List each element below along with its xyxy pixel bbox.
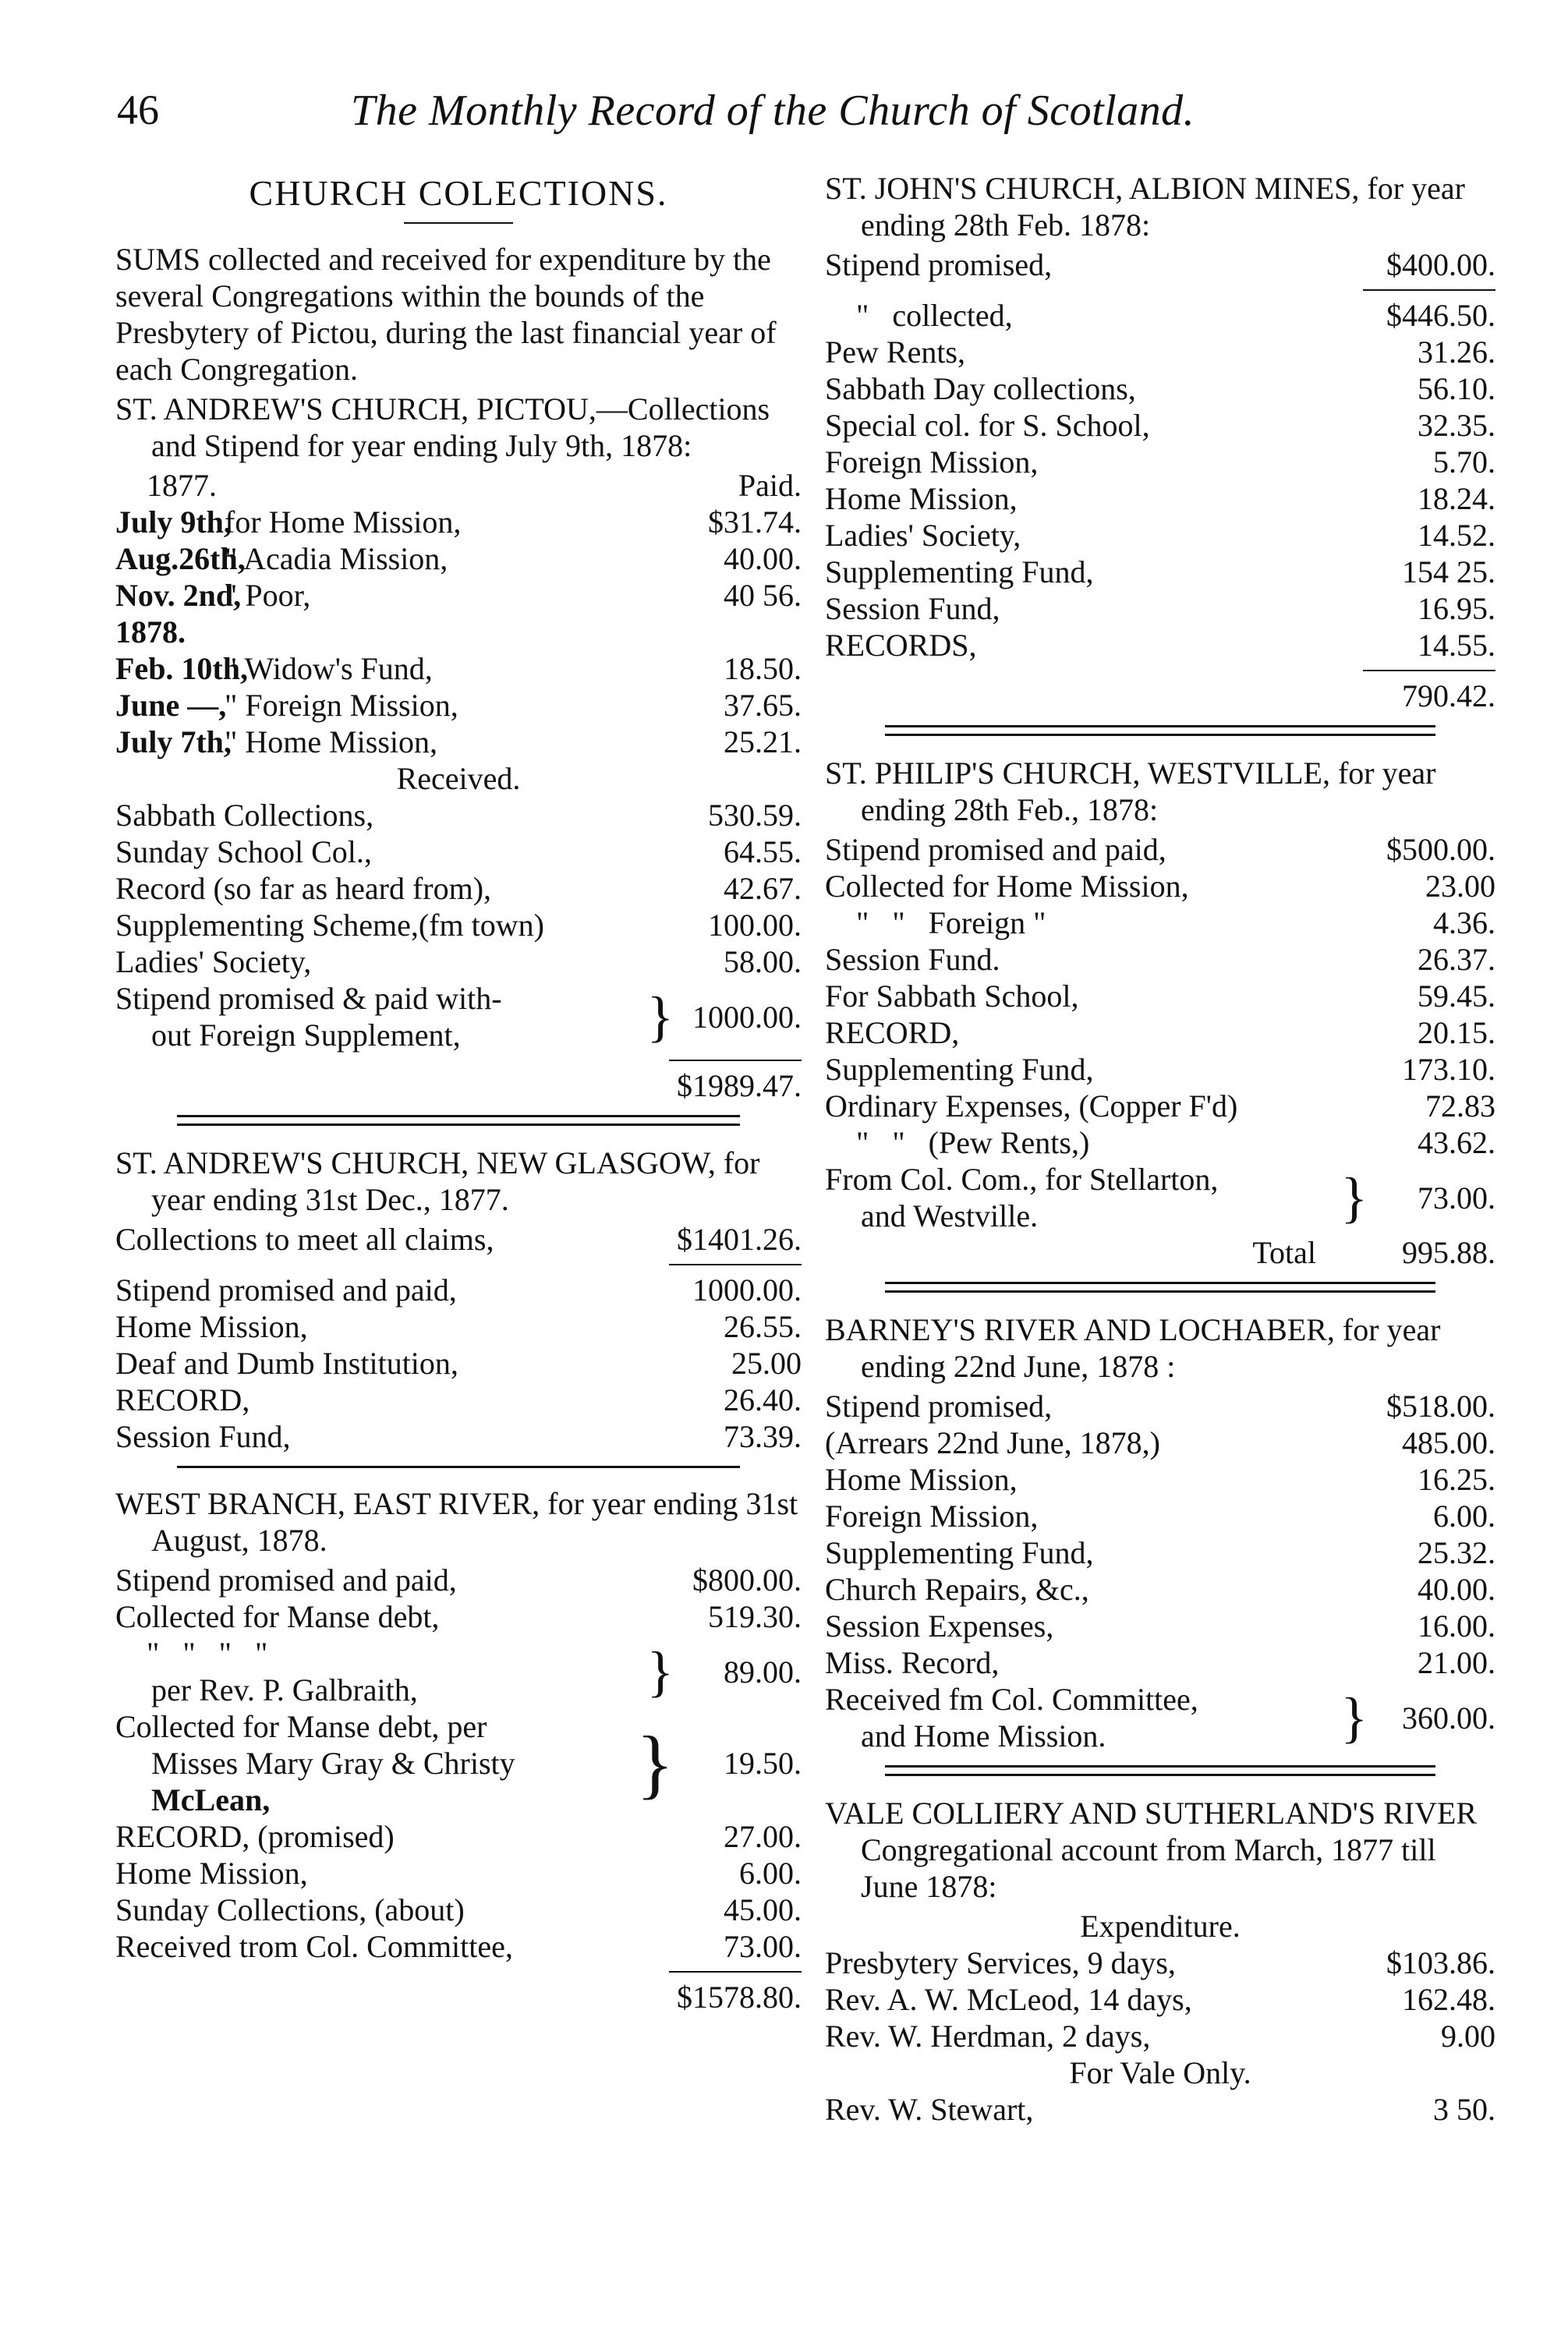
entry-label: Sunday School Col., (115, 834, 372, 869)
entry-amount: 14.52. (1418, 518, 1495, 553)
entry-label: Supplementing Fund, (825, 1052, 1094, 1087)
sum-rule (669, 1060, 802, 1061)
total-row (825, 1234, 1495, 1271)
section-total: $1578.80. (677, 1980, 802, 2015)
sum-rule (1363, 670, 1495, 671)
ledger-row (825, 517, 1495, 554)
title-rule (404, 222, 513, 224)
ledger-row (825, 1424, 1495, 1461)
total-label: Total (1252, 1235, 1316, 1270)
entry-amount: 485.00. (1402, 1425, 1495, 1460)
entry-label: Rev. A. W. McLeod, 14 days, (825, 1982, 1192, 2017)
entry-label: Session Fund. (825, 942, 1000, 977)
st-johns-section (825, 170, 1495, 714)
entry-amount: 25.32. (1418, 1535, 1495, 1570)
brace-glyph: } (646, 1640, 674, 1703)
ledger-row (825, 627, 1495, 664)
ledger-row (115, 1308, 802, 1345)
ledger-row (825, 297, 1495, 334)
entry-label: RECORD, (promised) (115, 1819, 395, 1854)
entry-amount: 26.37. (1418, 942, 1495, 977)
ledger-row (825, 1981, 1495, 2018)
entry-amount: 26.55. (724, 1309, 802, 1344)
ledger-row (825, 1461, 1495, 1498)
entry-amount: 73.39. (724, 1419, 802, 1454)
entry-amount: 73.00. (724, 1929, 802, 1964)
entry-date: July 9th, (115, 504, 232, 540)
entry-amount: 32.35. (1418, 408, 1495, 443)
entry-amount: 18.24. (1418, 481, 1495, 516)
ledger-row (115, 540, 802, 577)
ledger-row-braced (825, 1681, 1495, 1754)
entry-label: Presbytery Services, 9 days, (825, 1945, 1176, 1980)
sum-rule (669, 1971, 802, 1973)
entry-amount: 4.36. (1433, 905, 1495, 940)
entry-label: Collected for Manse debt, (115, 1599, 440, 1634)
ledger-row (825, 334, 1495, 370)
ledger-row (825, 978, 1495, 1014)
entry-label: Home Mission, (825, 1462, 1018, 1497)
ledger-row (825, 868, 1495, 904)
entry-label: Session Fund, (115, 1419, 291, 1454)
entry-amount: 3 50. (1433, 2092, 1495, 2127)
ledger-row (115, 1221, 802, 1258)
st-philips-section (825, 755, 1495, 1271)
entry-amount: 14.55. (1418, 628, 1495, 663)
entry-label: Session Fund, (825, 591, 1000, 626)
ledger-row (825, 1051, 1495, 1088)
entry-amount: 530.59. (708, 798, 802, 833)
entry-amount: 162.48. (1402, 1982, 1495, 2017)
entry-label: RECORD, (825, 1015, 960, 1050)
entry-desc: " Poor, (225, 578, 311, 613)
entry-label: per Rev. P. Galbraith, (151, 1672, 418, 1707)
ledger-row (825, 1571, 1495, 1608)
entry-amount: 42.67. (724, 871, 802, 906)
ledger-row (115, 650, 802, 687)
entry-amount: 18.50. (724, 651, 802, 686)
entry-label: Stipend promised and paid, (115, 1562, 457, 1598)
ledger-row (115, 1928, 802, 1965)
entry-amount: $518.00. (1386, 1389, 1495, 1424)
journal-title: The Monthly Record of the Church of Scotland. (351, 87, 1195, 135)
total-row (115, 1067, 802, 1104)
entry-label: Supplementing Scheme,(fm town) (115, 908, 544, 943)
entry-desc: for Home Mission, (225, 504, 462, 540)
section-heading: ST. ANDREW'S CHURCH, PICTOU,—Collections and Stipend for year ending July 9th, 1878: (115, 391, 770, 463)
entry-amount: 519.30. (708, 1599, 802, 1634)
entry-amount: $31.74. (708, 504, 802, 540)
section-divider (177, 1466, 740, 1468)
entry-amount: 40.00. (724, 541, 802, 576)
entry-label: Stipend promised, (825, 247, 1053, 282)
entry-label: RECORD, (115, 1382, 250, 1417)
entry-label: Ladies' Society, (825, 518, 1021, 553)
entry-label: Session Expenses, (825, 1608, 1054, 1644)
ledger-row (825, 1124, 1495, 1161)
ledger-row (825, 1388, 1495, 1424)
section-divider (177, 1115, 740, 1126)
intro-paragraph: SUMS collected and received for expenditure by the several Congregations within the bounds of the Presbytery of Pictou, during the last financial year of each Congregation. (115, 242, 777, 387)
ledger-row-braced (825, 1161, 1495, 1234)
ledger-row (115, 1382, 802, 1418)
ditto-marks: " " " " (147, 1636, 268, 1671)
entry-amount: 58.00. (724, 944, 802, 979)
entry-label-continued: McLean, (151, 1782, 271, 1817)
entry-label: Record (so far as heard from), (115, 871, 492, 906)
entry-amount: 25.21. (724, 724, 802, 759)
received-label: Received. (396, 761, 521, 796)
entry-amount: 64.55. (724, 834, 802, 869)
entry-label: Stipend promised and paid, (115, 1272, 457, 1308)
brace-glyph: } (646, 986, 674, 1048)
right-column (825, 170, 1495, 2128)
entry-label: Sabbath Collections, (115, 798, 374, 833)
total-row (115, 1979, 802, 2015)
section-total: $1989.47. (677, 1068, 802, 1103)
ledger-row (115, 577, 802, 614)
section-divider (885, 725, 1435, 736)
section-heading: ST. ANDREW'S CHURCH, NEW GLASGOW, for year ending 31st Dec., 1877. (115, 1145, 760, 1217)
entry-amount: 5.70. (1433, 444, 1495, 479)
entry-label: Foreign Mission, (825, 1499, 1039, 1534)
entry-amount: 20.15. (1418, 1015, 1495, 1050)
ledger-row (825, 1088, 1495, 1124)
entry-label: Home Mission, (115, 1309, 308, 1344)
entry-label: Foreign Mission, (825, 444, 1039, 479)
entry-amount: $446.50. (1386, 298, 1495, 333)
ledger-row-braced (115, 980, 802, 1053)
for-vale-label: For Vale Only. (1069, 2055, 1251, 2090)
entry-label-continued: out Foreign Supplement, (151, 1017, 461, 1053)
ledger-row (825, 904, 1495, 941)
ledger-row (825, 444, 1495, 480)
entry-label: Home Mission, (115, 1856, 308, 1891)
entry-amount: 45.00. (724, 1892, 802, 1927)
entry-desc: " Foreign Mission, (225, 688, 458, 723)
section-heading: VALE COLLIERY AND SUTHERLAND'S RIVER Congregational account from March, 1877 till June 1878: (825, 1796, 1478, 1904)
section-divider (885, 1765, 1435, 1776)
sum-rule (1363, 289, 1495, 291)
section-divider (885, 1282, 1435, 1293)
entry-date: Nov. 2nd, (115, 578, 242, 613)
entry-label: " collected, (856, 298, 1013, 333)
ledger-row (115, 1272, 802, 1308)
entry-label: Received trom Col. Committee, (115, 1929, 513, 1964)
entry-label: Rev. W. Stewart, (825, 2092, 1034, 2127)
ledger-row (825, 407, 1495, 444)
brace-glyph: } (1340, 1686, 1368, 1749)
entry-amount: 23.00 (1425, 869, 1495, 904)
entry-label: Special col. for S. School, (825, 408, 1150, 443)
entry-label: Miss. Record, (825, 1645, 1000, 1680)
page-number: 46 (117, 87, 159, 133)
entry-amount: 43.62. (1418, 1125, 1495, 1160)
entry-amount: 100.00. (708, 908, 802, 943)
entry-amount: 26.40. (724, 1382, 802, 1417)
entry-amount: 16.95. (1418, 591, 1495, 626)
entry-amount: 360.00. (1402, 1700, 1495, 1736)
st-andrews-new-glasgow-section (115, 1145, 802, 1455)
ledger-row (115, 724, 802, 760)
ledger-row (825, 1498, 1495, 1534)
section-heading: BARNEY'S RIVER AND LOCHABER, for year ending 22nd June, 1878 : (825, 1312, 1441, 1384)
entry-amount: 173.10. (1402, 1052, 1495, 1087)
ledger-row (115, 1818, 802, 1855)
entry-amount: 89.00. (724, 1654, 802, 1690)
section-heading: ST. JOHN'S CHURCH, ALBION MINES, for year ending 28th Feb. 1878: (825, 171, 1465, 242)
entry-amount: 154 25. (1402, 554, 1495, 589)
entry-date: June —, (115, 688, 227, 723)
entry-amount: 16.00. (1418, 1608, 1495, 1644)
entry-label: Church Repairs, &c., (825, 1572, 1089, 1607)
section-title: CHURCH COLECTIONS. (249, 173, 668, 213)
entry-amount: 1000.00. (692, 1272, 802, 1308)
ledger-row (825, 1014, 1495, 1051)
ledger-row (115, 1855, 802, 1891)
ledger-row (825, 831, 1495, 868)
entry-label: Supplementing Fund, (825, 554, 1094, 589)
ledger-row (115, 687, 802, 724)
section-total: 995.88. (1402, 1235, 1495, 1270)
entry-desc: " Home Mission, (225, 724, 438, 759)
entry-label: Ordinary Expenses, (Copper F'd) (825, 1088, 1238, 1124)
entry-label: Stipend promised and paid, (825, 832, 1166, 867)
entry-desc: " Acadia Mission, (225, 541, 448, 576)
entry-amount: 16.25. (1418, 1462, 1495, 1497)
entry-amount: $800.00. (692, 1562, 802, 1598)
entry-amount: 25.00 (731, 1346, 802, 1381)
year-label: 1878. (115, 614, 186, 649)
entry-amount: 40 56. (724, 578, 802, 613)
brace-glyph: } (636, 1719, 674, 1807)
section-total: 790.42. (1402, 678, 1495, 713)
ledger-row (115, 1891, 802, 1928)
ledger-row (115, 833, 802, 870)
ledger-row (115, 504, 802, 540)
year-label: 1877. (147, 468, 217, 503)
ledger-row (825, 941, 1495, 978)
ledger-row (115, 797, 802, 833)
ledger-row (825, 1534, 1495, 1571)
expenditure-label: Expenditure. (1080, 1909, 1241, 1944)
entry-amount: 56.10. (1418, 371, 1495, 406)
entry-amount: 6.00. (739, 1856, 802, 1891)
entry-label: Supplementing Fund, (825, 1535, 1094, 1570)
ledger-row (825, 590, 1495, 627)
total-row (825, 678, 1495, 714)
entry-label: " " Foreign " (856, 905, 1046, 940)
entry-label: Stipend promised & paid with- (115, 981, 502, 1016)
entry-amount: 72.83 (1425, 1088, 1495, 1124)
ledger-row (825, 2018, 1495, 2054)
sum-rule (669, 1264, 802, 1265)
entry-amount: $1401.26. (677, 1222, 802, 1257)
barneys-river-section (825, 1311, 1495, 1754)
entry-amount: 9.00 (1441, 2019, 1495, 2054)
ledger-row (115, 1598, 802, 1635)
ledger-row (115, 943, 802, 980)
ledger-row (115, 1418, 802, 1455)
entry-label-continued: Misses Mary Gray & Christy (151, 1746, 515, 1781)
entry-label: Sunday Collections, (about) (115, 1892, 465, 1927)
left-column (115, 170, 802, 2015)
entry-label: Ladies' Society, (115, 944, 312, 979)
entry-amount: 1000.00. (692, 999, 802, 1035)
entry-label: Collected for Manse debt, per (115, 1709, 487, 1744)
entry-label: Deaf and Dumb Institution, (115, 1346, 458, 1381)
ledger-row (825, 370, 1495, 407)
ledger-row (825, 1644, 1495, 1681)
entry-amount: 37.65. (724, 688, 802, 723)
entry-label: Pew Rents, (825, 334, 965, 370)
ledger-row (825, 1945, 1495, 1981)
entry-desc: " Widow's Fund, (225, 651, 433, 686)
vale-colliery-section (825, 1795, 1495, 2128)
entry-label: RECORDS, (825, 628, 977, 663)
entry-date: Aug.26th, (115, 541, 246, 576)
entry-label-continued: and Home Mission. (861, 1718, 1106, 1753)
entry-label: Sabbath Day collections, (825, 371, 1136, 406)
west-branch-section (115, 1485, 802, 2015)
entry-label-continued: and Westville. (861, 1198, 1039, 1233)
st-andrews-pictou-section (115, 391, 802, 1104)
entry-label: Collections to meet all claims, (115, 1222, 494, 1257)
entry-label: Rev. W. Herdman, 2 days, (825, 2019, 1151, 2054)
entry-amount: 6.00. (1433, 1499, 1495, 1534)
ledger-row (825, 1608, 1495, 1644)
ledger-row (825, 480, 1495, 517)
ledger-row (115, 907, 802, 943)
entry-amount: 27.00. (724, 1819, 802, 1854)
section-heading: WEST BRANCH, EAST RIVER, for year ending 31st August, 1878. (115, 1486, 798, 1558)
ledger-row (825, 246, 1495, 283)
page-header (117, 86, 1481, 156)
brace-glyph: } (1340, 1166, 1368, 1229)
entry-amount: 31.26. (1418, 334, 1495, 370)
entry-label: From Col. Com., for Stellarton, (825, 1162, 1219, 1197)
entry-label: Collected for Home Mission, (825, 869, 1189, 904)
ledger-row (115, 1562, 802, 1598)
ledger-row (825, 554, 1495, 590)
section-heading: ST. PHILIP'S CHURCH, WESTVILLE, for year ending 28th Feb., 1878: (825, 756, 1436, 827)
entry-amount: 21.00. (1418, 1645, 1495, 1680)
entry-label: " " (Pew Rents,) (856, 1125, 1090, 1160)
entry-amount: 19.50. (724, 1746, 802, 1781)
ledger-row (115, 870, 802, 907)
entry-amount: 40.00. (1418, 1572, 1495, 1607)
ledger-row (115, 1345, 802, 1382)
entry-amount: $400.00. (1386, 247, 1495, 282)
entry-date: Feb. 10th, (115, 651, 248, 686)
paid-label: Paid. (738, 468, 802, 503)
entry-label: Stipend promised, (825, 1389, 1053, 1424)
ledger-row (825, 2091, 1495, 2128)
entry-amount: $103.86. (1386, 1945, 1495, 1980)
entry-label: Received fm Col. Committee, (825, 1682, 1198, 1717)
entry-amount: 73.00. (1418, 1180, 1495, 1216)
year-row (115, 467, 802, 504)
entry-date: July 7th, (115, 724, 232, 759)
entry-amount: 59.45. (1418, 978, 1495, 1014)
ledger-row-braced (115, 1635, 802, 1708)
entry-amount: $500.00. (1386, 832, 1495, 867)
entry-label: For Sabbath School, (825, 978, 1079, 1014)
entry-label: (Arrears 22nd June, 1878,) (825, 1425, 1160, 1460)
ledger-row-braced (115, 1708, 802, 1818)
entry-label: Home Mission, (825, 481, 1018, 516)
